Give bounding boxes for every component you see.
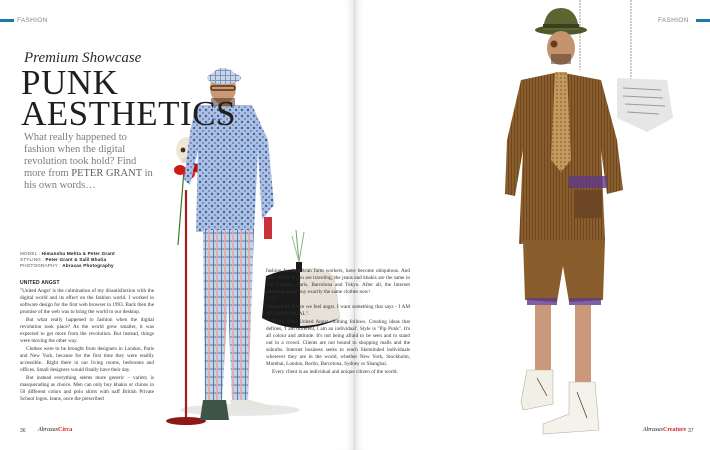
page-number: 37 bbox=[688, 428, 694, 434]
standfirst-author: PETER GRANT bbox=[71, 168, 142, 179]
body-paragraph: "United Angst' is the culmination of my dissatisfaction with the digital world and its effect on the fashion world. I worked in software design for the first web browser in 1993. Back then the promise of the web was to bring the world to our desktop. bbox=[20, 288, 154, 315]
body-column bbox=[20, 280, 154, 404]
body-paragraph: fashion for American farm workers, have become ubiquitous. And don't worry if you are traveling, the jeans and khakis are the same in NY, London, Paris, Barcelona and Tokyo. After all, the Internet allows us to all buy exactly the same clothes now! bbox=[266, 268, 410, 295]
standfirst-tail: in his own words… bbox=[24, 168, 153, 191]
standfirst bbox=[24, 132, 156, 192]
body-paragraph: That's what United Angst clothing follows. Creating ideas that defines, 'I am different, I am an individual'. Style is "Pip Punk". It's all colour and attitude. It's not being afraid to be seen and to stand out in a crowd. Clients are not bound to shopping malls and the suburbs. Internet business seeks to reach likeminded individuals wherever they are in the world, whether New York, Stockholm, Mumbai, London, Berlin, Barcelona, Sydney or Shanghai. bbox=[266, 319, 410, 367]
credit-line: MODEL : Himanshu Mehta & Peter Grant bbox=[20, 251, 115, 256]
credit-line: PHOTOGRAPHY : Abraxas Photography bbox=[20, 263, 114, 268]
section-label: FASHION bbox=[658, 17, 689, 24]
subheading: UNITED ANGST bbox=[20, 280, 60, 286]
body-paragraph: Clothes were to be brought from designers in London, Paris and New York, because for the first time they were readily accessible.. Right there in our living rooms, bedrooms and offices. Small designers would finally have their day. bbox=[20, 346, 154, 373]
headline-line-2: AESTHETICS bbox=[21, 94, 236, 133]
right-photo bbox=[355, 0, 710, 450]
subheading: USP bbox=[266, 296, 277, 302]
body-paragraph: Every client is an individual and unique citizen of the world. bbox=[272, 369, 398, 375]
usp-column bbox=[266, 296, 410, 377]
body-paragraph: But what really happened to fashion when the digital revolution took place? As the world grew smaller, it was expected to get more from the revolution. But instead, things were moving the other way. bbox=[20, 317, 154, 344]
credit-line: STYLING : Peter Grant & Salil Bhatia bbox=[20, 257, 107, 262]
right-page bbox=[355, 0, 710, 450]
continuation-column bbox=[266, 268, 410, 297]
body-paragraph: "Instead of choice we feel angst. I want something that says - I AM AN INDIVIDUAL". bbox=[266, 304, 410, 317]
photo-credits bbox=[20, 251, 115, 269]
brand-logo: AbraxasCreature bbox=[643, 427, 687, 433]
kicker: Premium Showcase bbox=[24, 50, 142, 66]
brand-logo: AbraxasCirca bbox=[38, 427, 73, 433]
body-paragraph: But instead everything seems more generic – variety is masquerading as choice. Men can only buy khakis or chinos in 50 different colors and polo shirts with naff British Private School logos. Jeans, once the prescribed bbox=[20, 375, 154, 402]
page-title bbox=[21, 63, 236, 133]
standfirst-text: What really happened to fashion when the digital revolution took hold? Find more from bbox=[24, 132, 137, 179]
page-number: 36 bbox=[20, 428, 26, 434]
headline-line-1: PUNK bbox=[21, 63, 119, 102]
section-label: FASHION bbox=[17, 17, 48, 24]
